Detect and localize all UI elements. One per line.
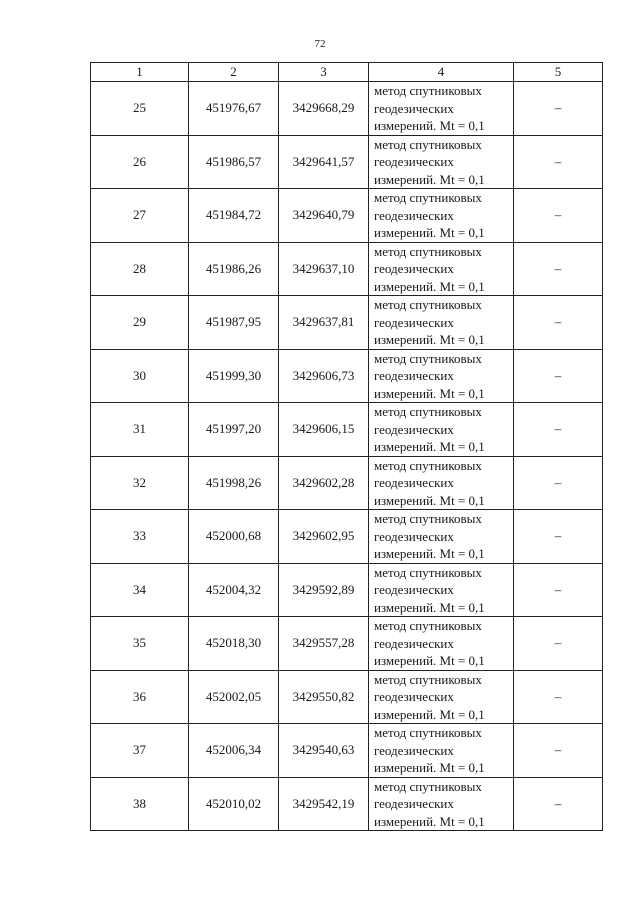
table-row [91,296,603,350]
table-row [91,670,603,724]
point-number-cell: 33 [91,510,189,564]
x-coordinate-cell: 451998,26 [189,456,279,510]
method-line: измерений. Mt = 0,1 [374,760,485,775]
x-coordinate-cell: 451976,67 [189,82,279,136]
coordinates-table [90,62,603,831]
method-line: геодезических [374,100,454,116]
table-row [91,510,603,564]
x-coordinate-cell: 451986,57 [189,135,279,189]
method-line: метод спутниковых [374,778,482,794]
y-coordinate-cell: 3429637,10 [279,242,369,296]
note-cell [514,349,603,403]
method-cell [369,617,514,671]
table-header [91,63,603,82]
header-col-2: 2 [189,63,279,82]
method-line: метод спутниковых [374,564,482,580]
dash-mark: – [554,260,562,276]
y-coordinate-cell: 3429542,19 [279,777,369,831]
note-cell [514,189,603,243]
y-coordinate-cell: 3429606,73 [279,349,369,403]
note-cell [514,82,603,136]
method-cell [369,296,514,350]
method-cell [369,403,514,457]
point-number-cell: 30 [91,349,189,403]
method-cell [369,82,514,136]
method-cell [369,724,514,778]
method-line: метод спутниковых [374,404,482,419]
method-line: метод спутниковых [374,511,482,526]
x-coordinate-cell: 451986,26 [189,242,279,296]
dash-mark: – [554,742,562,758]
table-row [91,724,603,778]
table-row [91,82,603,136]
table-row [91,777,603,831]
note-cell [514,563,603,617]
point-number-cell: 31 [91,403,189,457]
note-cell [514,242,603,296]
x-coordinate-cell: 452004,32 [189,563,279,617]
y-coordinate-cell: 3429602,95 [279,510,369,564]
method-line: геодезических [374,314,454,330]
method-line: метод спутниковых [374,297,482,312]
dash-mark: – [554,153,562,169]
method-line: геодезических [374,261,454,276]
y-coordinate-cell: 3429668,29 [279,82,369,136]
dash-mark: – [554,528,562,544]
method-cell [369,189,514,243]
method-line: геодезических [374,742,454,758]
method-line: измерений. Mt = 0,1 [374,332,485,347]
y-coordinate-cell: 3429640,79 [279,189,369,243]
method-line: измерений. Mt = 0,1 [374,225,485,240]
note-cell [514,670,603,724]
note-cell [514,403,603,457]
x-coordinate-cell: 451984,72 [189,189,279,243]
note-cell [514,617,603,671]
method-line: измерений. Mt = 0,1 [374,278,485,294]
point-number-cell: 38 [91,777,189,831]
point-number-cell: 36 [91,670,189,724]
table-row [91,456,603,510]
dash-mark: – [554,581,562,597]
note-cell [514,724,603,778]
y-coordinate-cell: 3429592,89 [279,563,369,617]
dash-mark: – [554,421,562,437]
method-line: метод спутниковых [374,243,482,259]
method-line: геодезических [374,475,454,490]
table-row [91,135,603,189]
y-coordinate-cell: 3429540,63 [279,724,369,778]
x-coordinate-cell: 452018,30 [189,617,279,671]
method-line: геодезических [374,582,454,597]
point-number-cell: 34 [91,563,189,617]
x-coordinate-cell: 451999,30 [189,349,279,403]
method-line: измерений. Mt = 0,1 [374,492,485,508]
y-coordinate-cell: 3429557,28 [279,617,369,671]
dash-mark: – [554,367,562,383]
dash-mark: – [554,314,562,330]
y-coordinate-cell: 3429637,81 [279,296,369,350]
method-line: метод спутниковых [374,671,482,687]
method-line: измерений. Mt = 0,1 [374,385,485,401]
point-number-cell: 27 [91,189,189,243]
y-coordinate-cell: 3429606,15 [279,403,369,457]
dash-mark: – [554,795,562,811]
table-row [91,617,603,671]
method-line: измерений. Mt = 0,1 [374,546,485,561]
method-line: геодезических [374,207,454,223]
point-number-cell: 28 [91,242,189,296]
header-col-4: 4 [369,63,514,82]
method-line: метод спутниковых [374,190,482,205]
dash-mark: – [554,635,562,651]
y-coordinate-cell: 3429550,82 [279,670,369,724]
table-row [91,403,603,457]
note-cell [514,456,603,510]
x-coordinate-cell: 451987,95 [189,296,279,350]
y-coordinate-cell: 3429602,28 [279,456,369,510]
header-col-3: 3 [279,63,369,82]
method-line: геодезических [374,154,454,169]
note-cell [514,296,603,350]
method-line: метод спутниковых [374,136,482,152]
note-cell [514,777,603,831]
x-coordinate-cell: 452006,34 [189,724,279,778]
method-line: метод спутниковых [374,618,482,633]
method-cell [369,777,514,831]
dash-mark: – [554,474,562,490]
dash-mark: – [554,100,562,116]
method-cell [369,349,514,403]
x-coordinate-cell: 452000,68 [189,510,279,564]
method-cell [369,242,514,296]
x-coordinate-cell: 451997,20 [189,403,279,457]
method-cell [369,563,514,617]
method-line: геодезических [374,421,454,437]
point-number-cell: 29 [91,296,189,350]
table-body [91,82,603,831]
method-line: геодезических [374,635,454,651]
point-number-cell: 37 [91,724,189,778]
dash-mark: – [554,688,562,704]
method-cell [369,135,514,189]
point-number-cell: 35 [91,617,189,671]
method-line: метод спутниковых [374,457,482,473]
table-row [91,189,603,243]
method-line: измерений. Mt = 0,1 [374,706,485,722]
page-number: 72 [314,38,326,50]
method-line: измерений. Mt = 0,1 [374,439,485,454]
method-line: измерений. Mt = 0,1 [374,171,485,187]
method-line: измерений. Mt = 0,1 [374,118,485,133]
method-cell [369,670,514,724]
header-col-1: 1 [91,63,189,82]
method-line: измерений. Mt = 0,1 [374,599,485,615]
table-row [91,563,603,617]
point-number-cell: 32 [91,456,189,510]
y-coordinate-cell: 3429641,57 [279,135,369,189]
x-coordinate-cell: 452010,02 [189,777,279,831]
header-row [91,63,603,82]
point-number-cell: 25 [91,82,189,136]
method-line: измерений. Mt = 0,1 [374,813,485,829]
method-line: геодезических [374,796,454,811]
x-coordinate-cell: 452002,05 [189,670,279,724]
method-cell [369,456,514,510]
method-line: измерений. Mt = 0,1 [374,653,485,668]
method-line: геодезических [374,689,454,704]
method-line: метод спутниковых [374,725,482,740]
table-row [91,349,603,403]
table-row [91,242,603,296]
method-line: метод спутниковых [374,83,482,98]
method-line: геодезических [374,368,454,383]
method-cell [369,510,514,564]
method-line: метод спутниковых [374,350,482,366]
note-cell [514,135,603,189]
note-cell [514,510,603,564]
method-line: геодезических [374,528,454,544]
header-col-5: 5 [514,63,603,82]
point-number-cell: 26 [91,135,189,189]
dash-mark: – [554,207,562,223]
